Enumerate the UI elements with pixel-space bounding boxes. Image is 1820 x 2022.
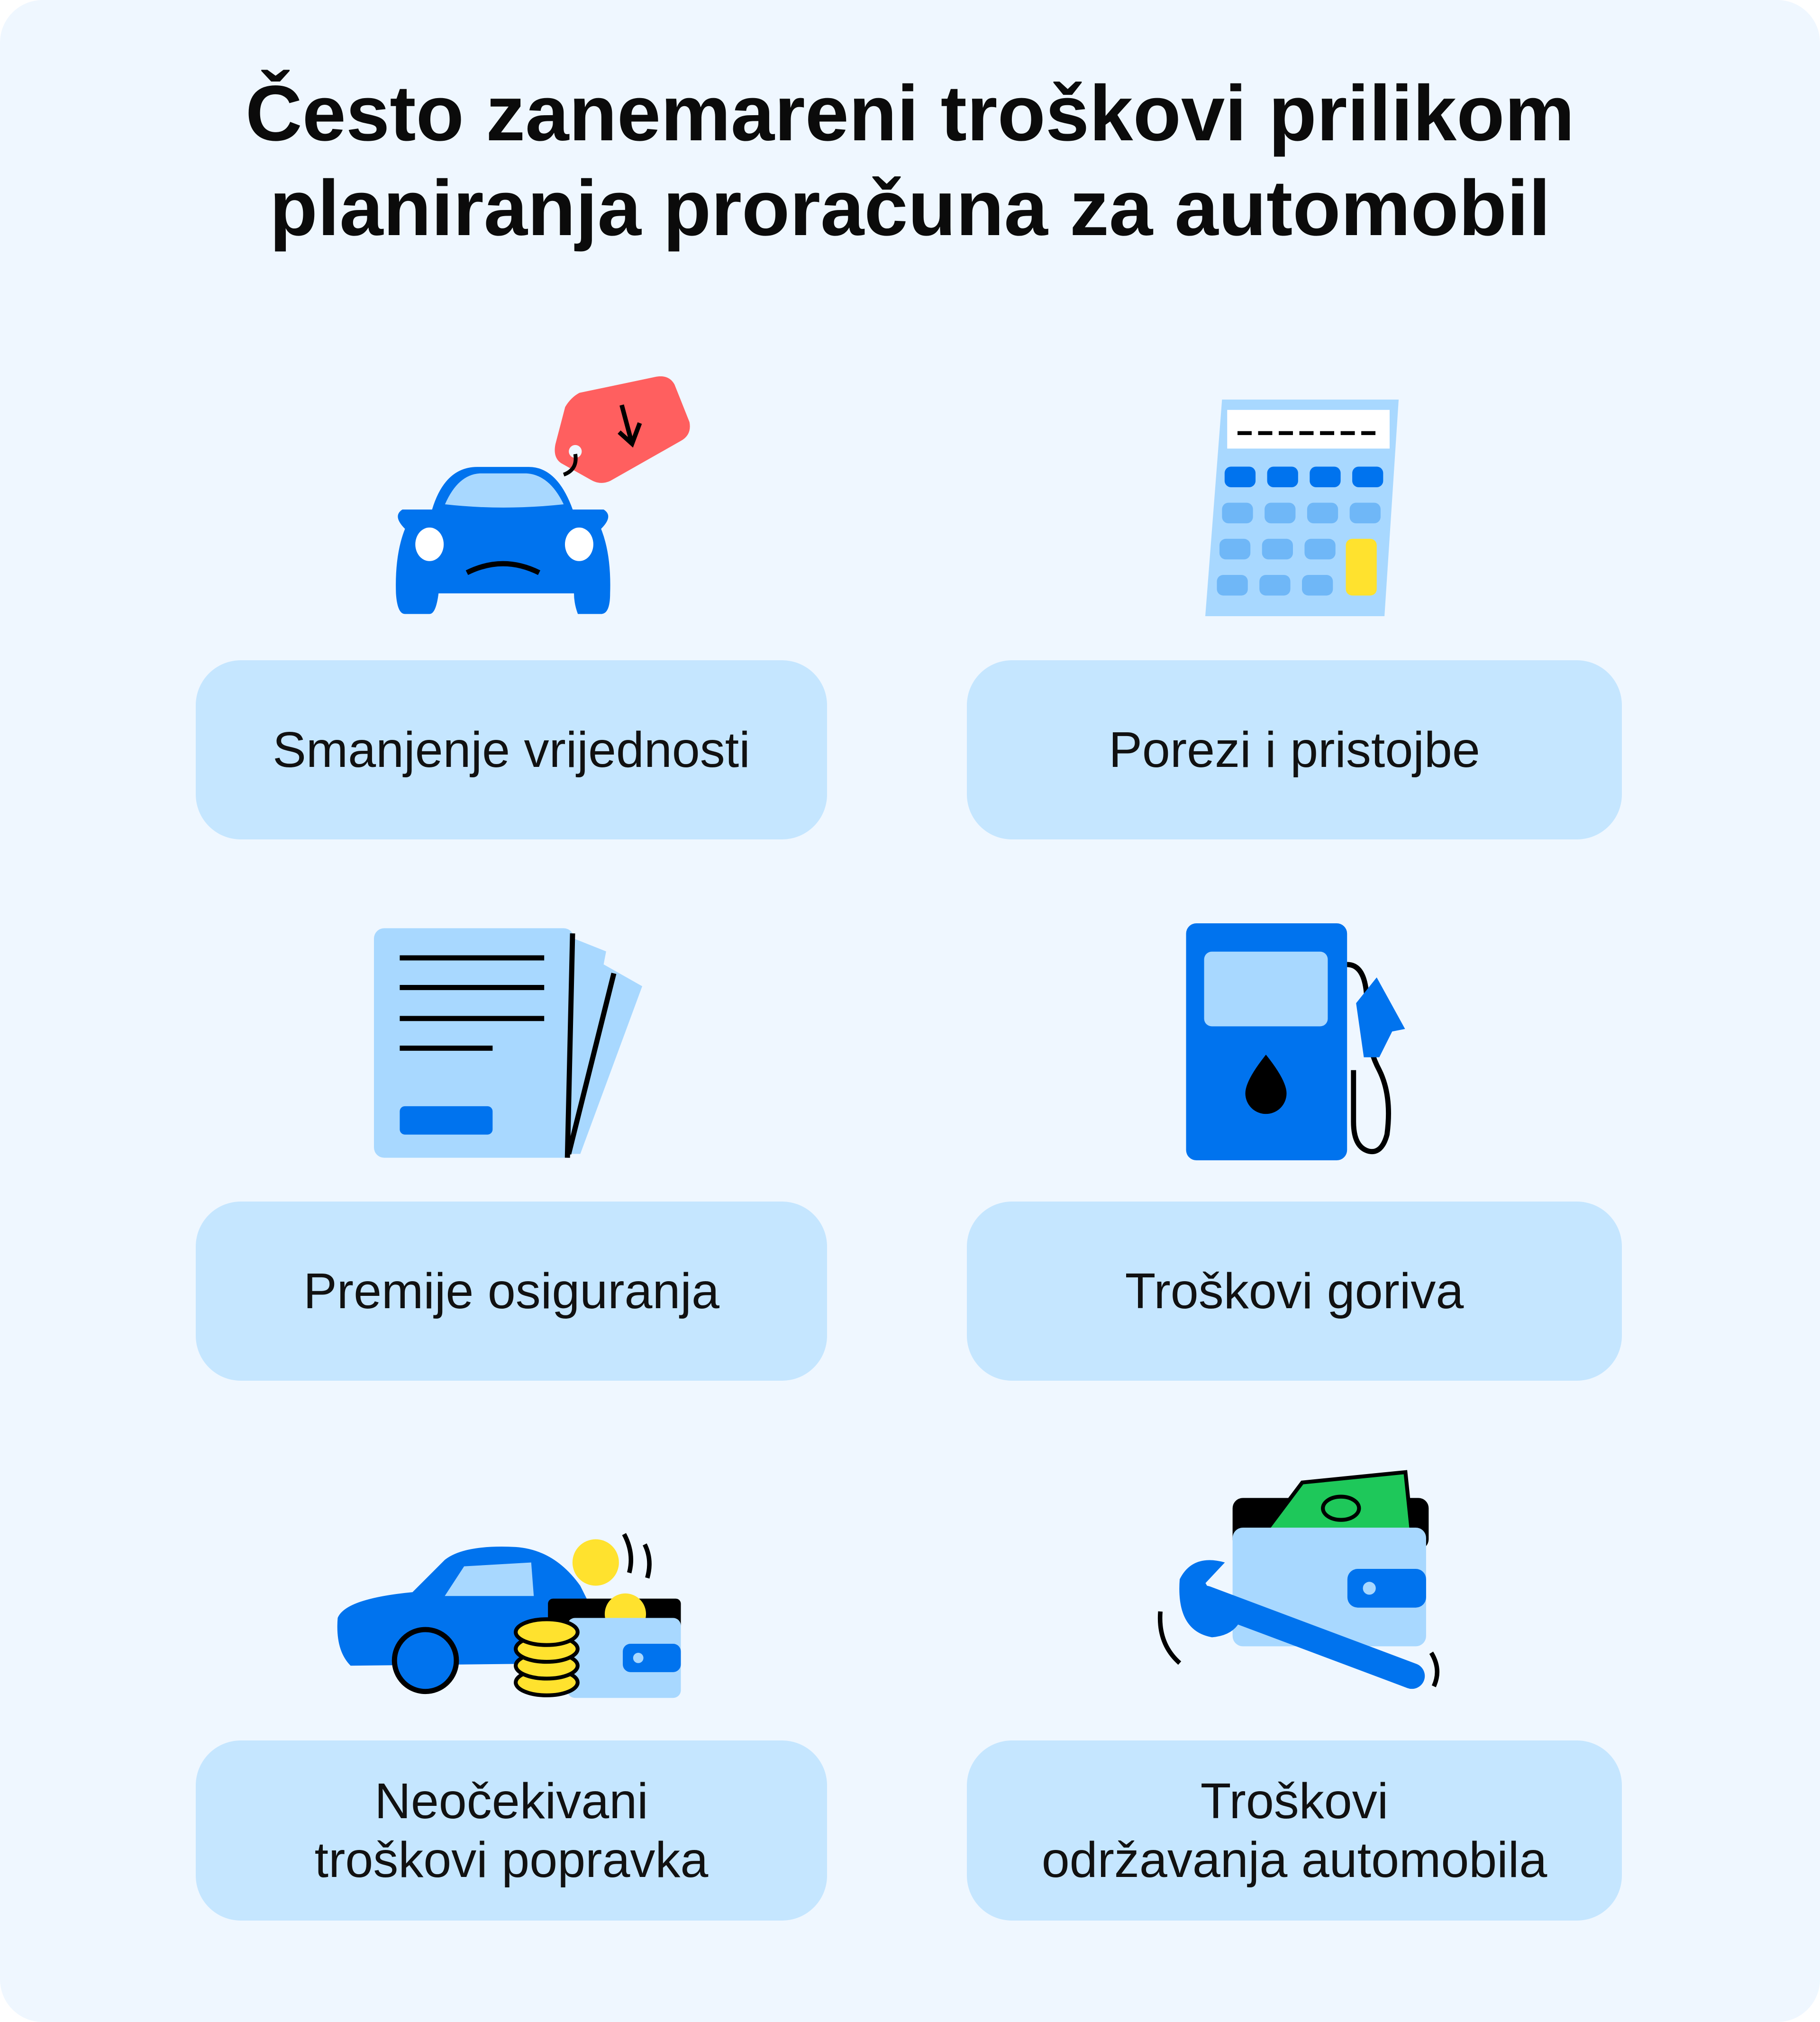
title-line-2: planiranja proračuna za automobil (269, 164, 1551, 252)
car-price-tag-icon (393, 376, 690, 614)
item-label: Troškovi goriva (1125, 1263, 1464, 1319)
item-label: Porezi i pristojbe (1109, 722, 1480, 778)
item-label-line-2: održavanja automobila (1041, 1832, 1547, 1888)
item-label-line-1: Troškovi (1200, 1773, 1389, 1829)
item-label-line-2: troškovi popravka (314, 1832, 709, 1888)
car-coins-wallet-icon (335, 1528, 683, 1699)
calculator-icon (1205, 400, 1399, 616)
item-taxes-fees (967, 660, 1622, 839)
wallet-wrench-icon (1147, 1467, 1444, 1699)
fuel-pump-icon (1186, 923, 1405, 1160)
title-line-1: Često zanemareni troškovi prilikom (245, 70, 1575, 157)
item-maintenance-costs (967, 1740, 1622, 1921)
item-unexpected-repairs (196, 1740, 827, 1921)
item-label-line-1: Neočekivani (374, 1773, 648, 1829)
page-title (0, 66, 1820, 256)
item-fuel-costs (967, 1202, 1622, 1381)
item-label: Premije osiguranja (303, 1263, 719, 1319)
item-depreciation (196, 660, 827, 839)
document-icon (374, 928, 642, 1158)
item-insurance-premiums (196, 1202, 827, 1381)
item-label: Smanjenje vrijednosti (273, 722, 750, 778)
